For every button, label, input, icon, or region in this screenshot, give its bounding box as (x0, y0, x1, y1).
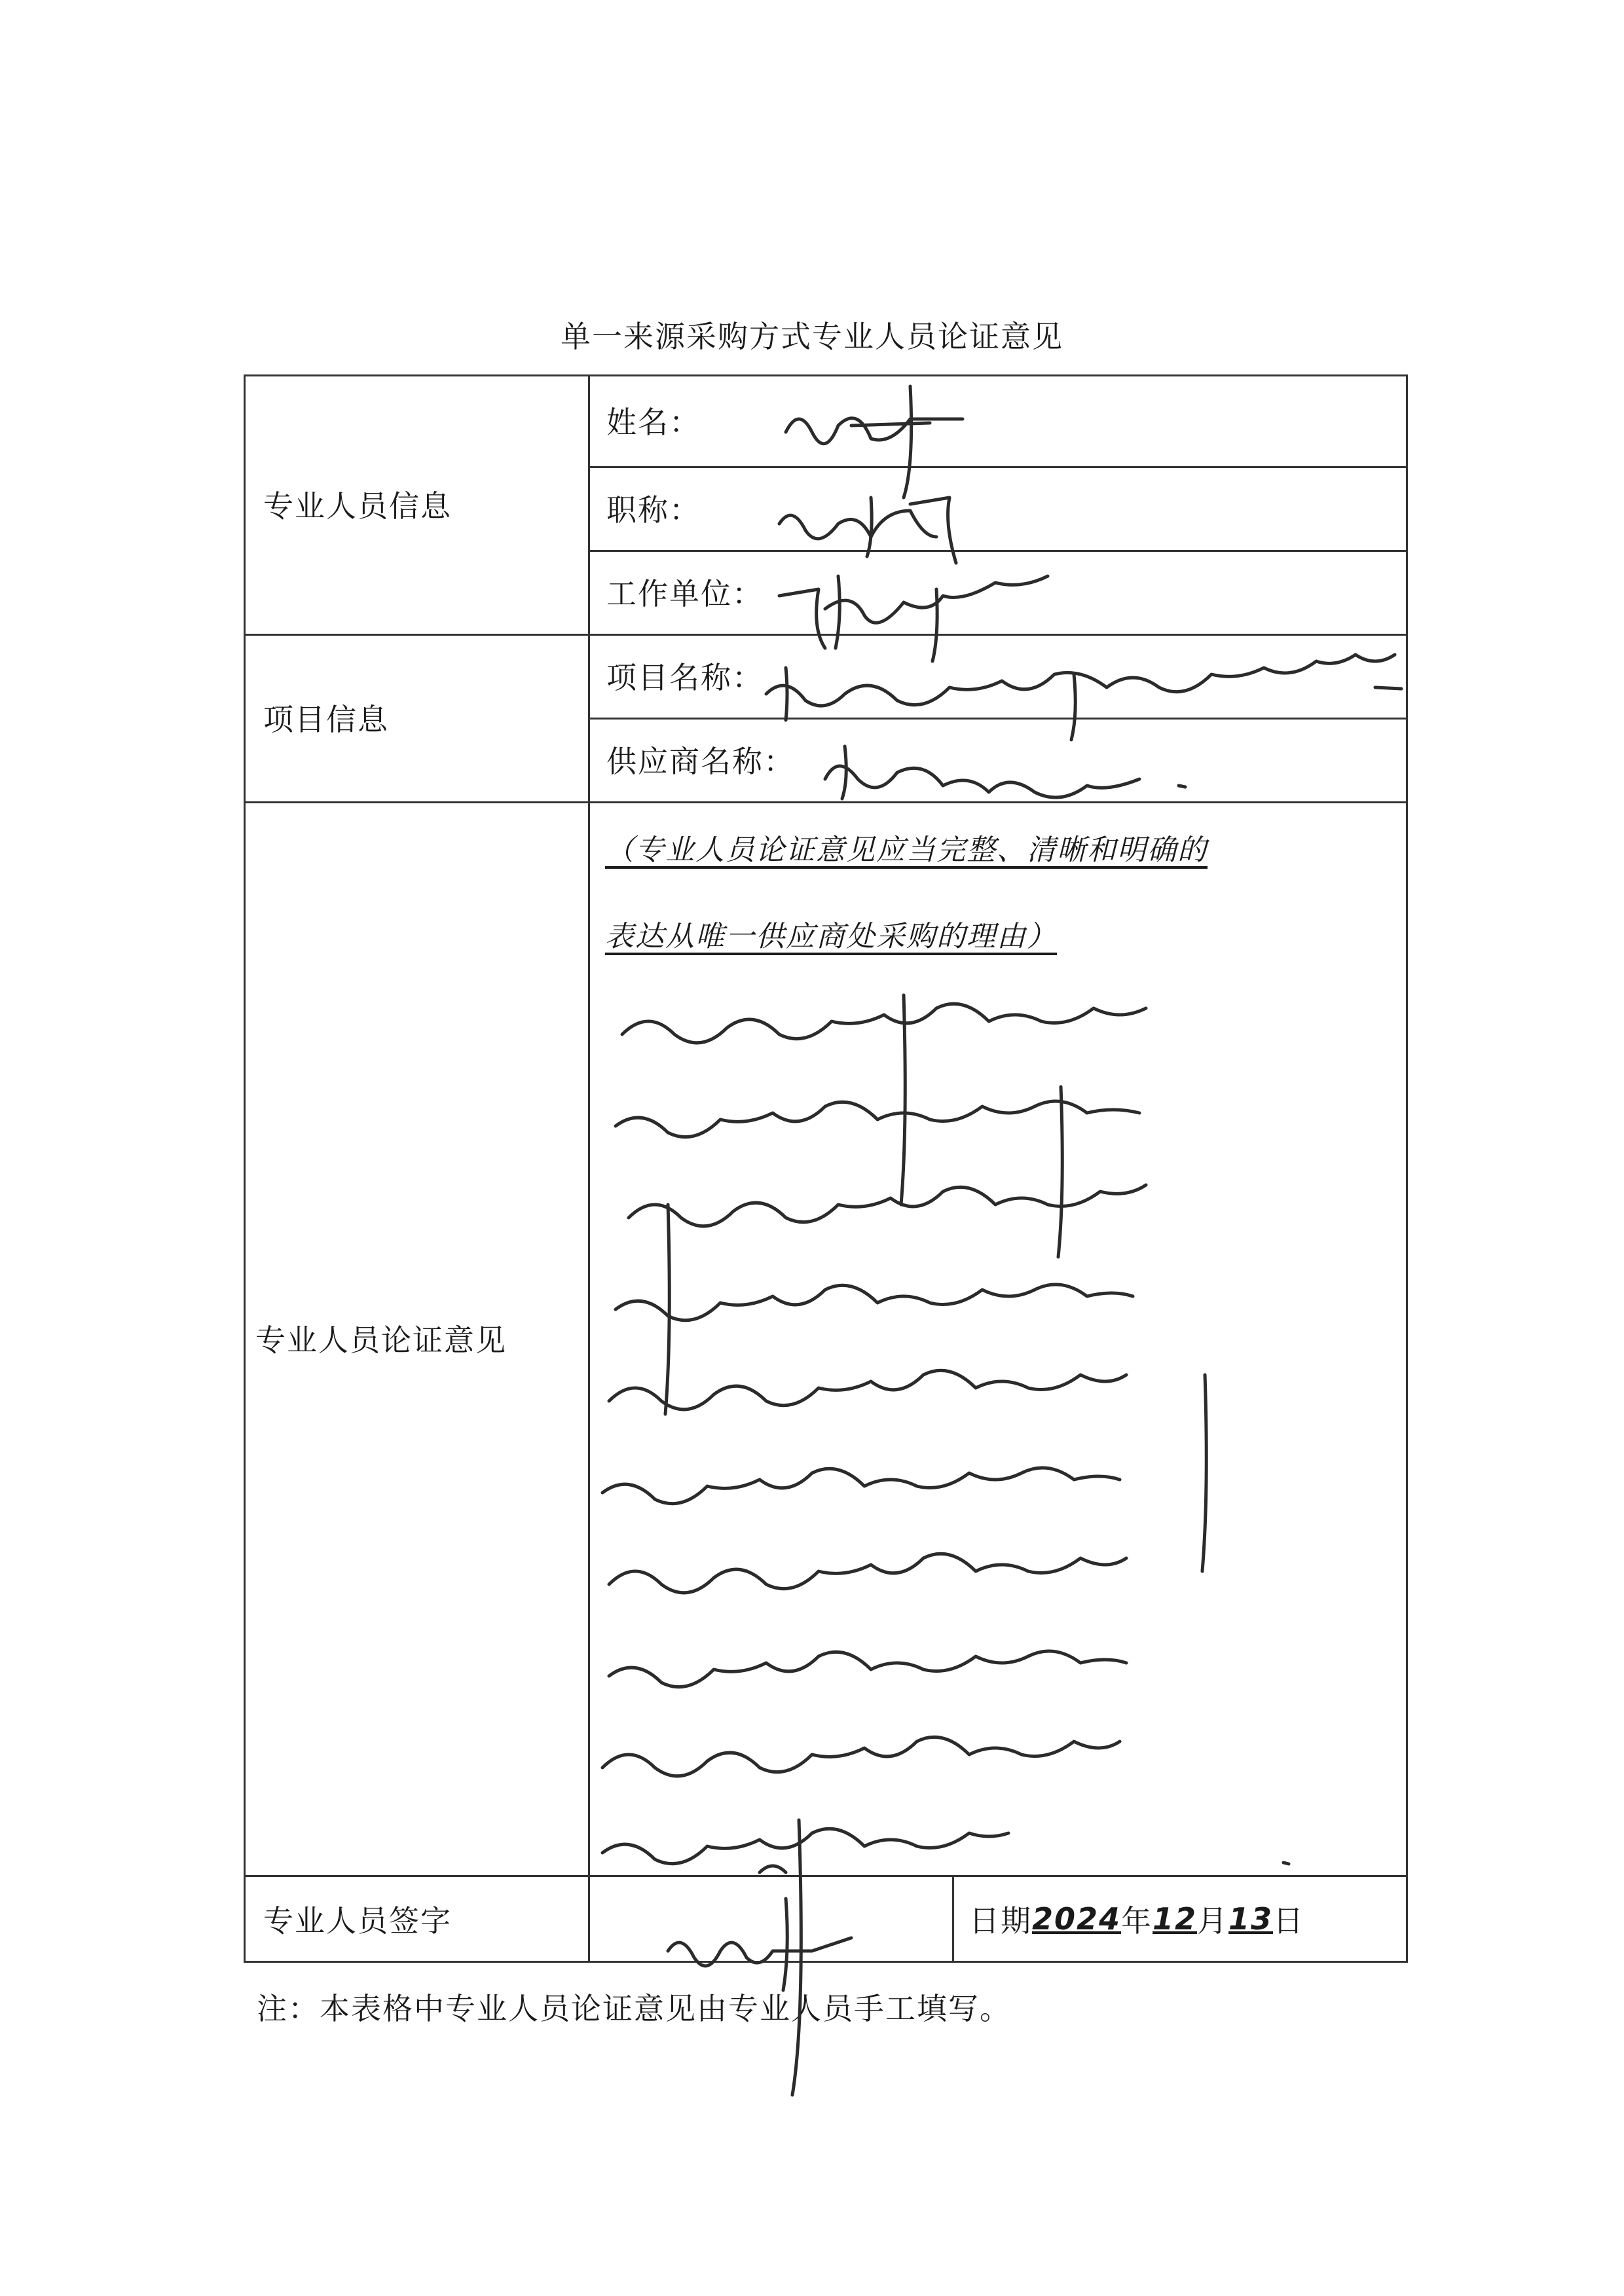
date-day: 13 (1228, 1901, 1274, 1937)
project-name-field-label: 项目名称： (606, 660, 764, 695)
date-month-unit: 月 (1197, 1903, 1229, 1939)
section-divider-1 (244, 634, 1408, 636)
signature-label: 专业人员签字 (263, 1903, 452, 1939)
date-prefix: 日期 (969, 1903, 1032, 1939)
project-info-label: 项目信息 (263, 702, 389, 737)
opinion-form-table (244, 374, 1408, 1963)
date-field (969, 1875, 1304, 1963)
row-divider-name (588, 466, 1408, 468)
date-day-unit: 日 (1273, 1903, 1305, 1939)
date-year-unit: 年 (1121, 1903, 1153, 1939)
date-year: 2024 (1032, 1901, 1122, 1937)
name-field-label: 姓名： (606, 405, 701, 440)
date-column-divider (952, 1875, 954, 1963)
column-divider (588, 374, 590, 1963)
date-month: 12 (1153, 1901, 1198, 1937)
opinion-instruction-line-1: （专业人员论证意见应当完整、清晰和明确的 (605, 833, 1208, 867)
opinion-label: 专业人员论证意见 (255, 1322, 507, 1358)
footnote: 注：本表格中专业人员论证意见由专业人员手工填写。 (257, 1991, 1011, 2026)
table-border-right (1406, 374, 1408, 1963)
document-title: 单一来源采购方式专业人员论证意见 (561, 319, 1063, 354)
opinion-instruction-line-2: 表达从唯一供应商处采购的理由） (605, 920, 1057, 953)
expert-info-label: 专业人员信息 (263, 488, 452, 524)
title-field-label: 职称： (606, 492, 701, 528)
supplier-name-field-label: 供应商名称： (606, 744, 795, 779)
table-border-left (244, 374, 246, 1963)
employer-field-label: 工作单位： (606, 576, 764, 611)
